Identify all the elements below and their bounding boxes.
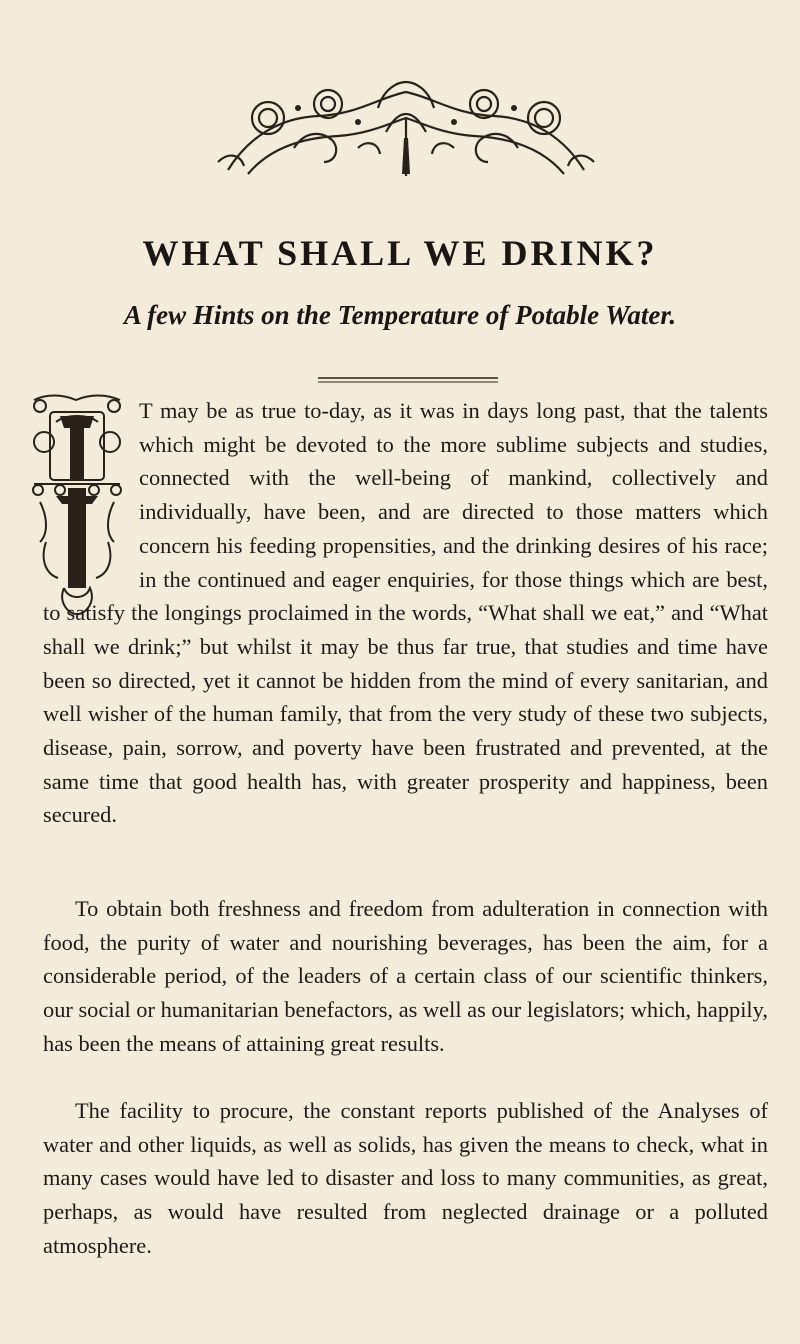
paragraph-1: T may be as true to-day, as it was in days long past, that the talents which might be devoted to the more sublime subjects and studies, connected with the well-being of mankind, collectively and individually, have been, and are directed to those matters which concern his feeding propensities, and the drinking desires of his race; in the continued and eager enquiries, for those things which are best, to satisfy the longings proclaimed in the words, “What shall we eat,” and “What shall we drink;” but whilst it may be thus far true, that studies and time have been so directed, yet it cannot be hidden from the mind of every sanitarian, and well wisher of the human family, that from the very study of these two subjects, disease, pain, sorrow, and poverty have been frustrated and prevented, at the same time that good health has, with greater prosperity and happiness, been secured. xyxy=(43,398,768,828)
paragraph-2: To obtain both freshness and freedom from adulteration in connection with food, the purity of water and nourishing beverages, has been the aim, for a considerable period, of the leaders of a certain class of our scientific thinkers, our social or humanitarian benefactors, as well as our legislators; which, happily, has been the means of attaining great results. xyxy=(43,896,768,1056)
decorative-rule-icon xyxy=(318,376,498,384)
ornamental-headpiece-icon xyxy=(208,78,604,182)
paragraph-3: The facility to procure, the constant reports published of the Analyses of water and other liquids, as well as solids, has given the means to check, what in many cases would have led to disaster and loss to many communities, as great, perhaps, as would have resulted from neglected drainage or a polluted atmosphere. xyxy=(43,1098,768,1258)
page-title: WHAT SHALL WE DRINK? xyxy=(142,233,658,273)
page-subtitle: A few Hints on the Temperature of Potable Water. xyxy=(123,300,677,330)
